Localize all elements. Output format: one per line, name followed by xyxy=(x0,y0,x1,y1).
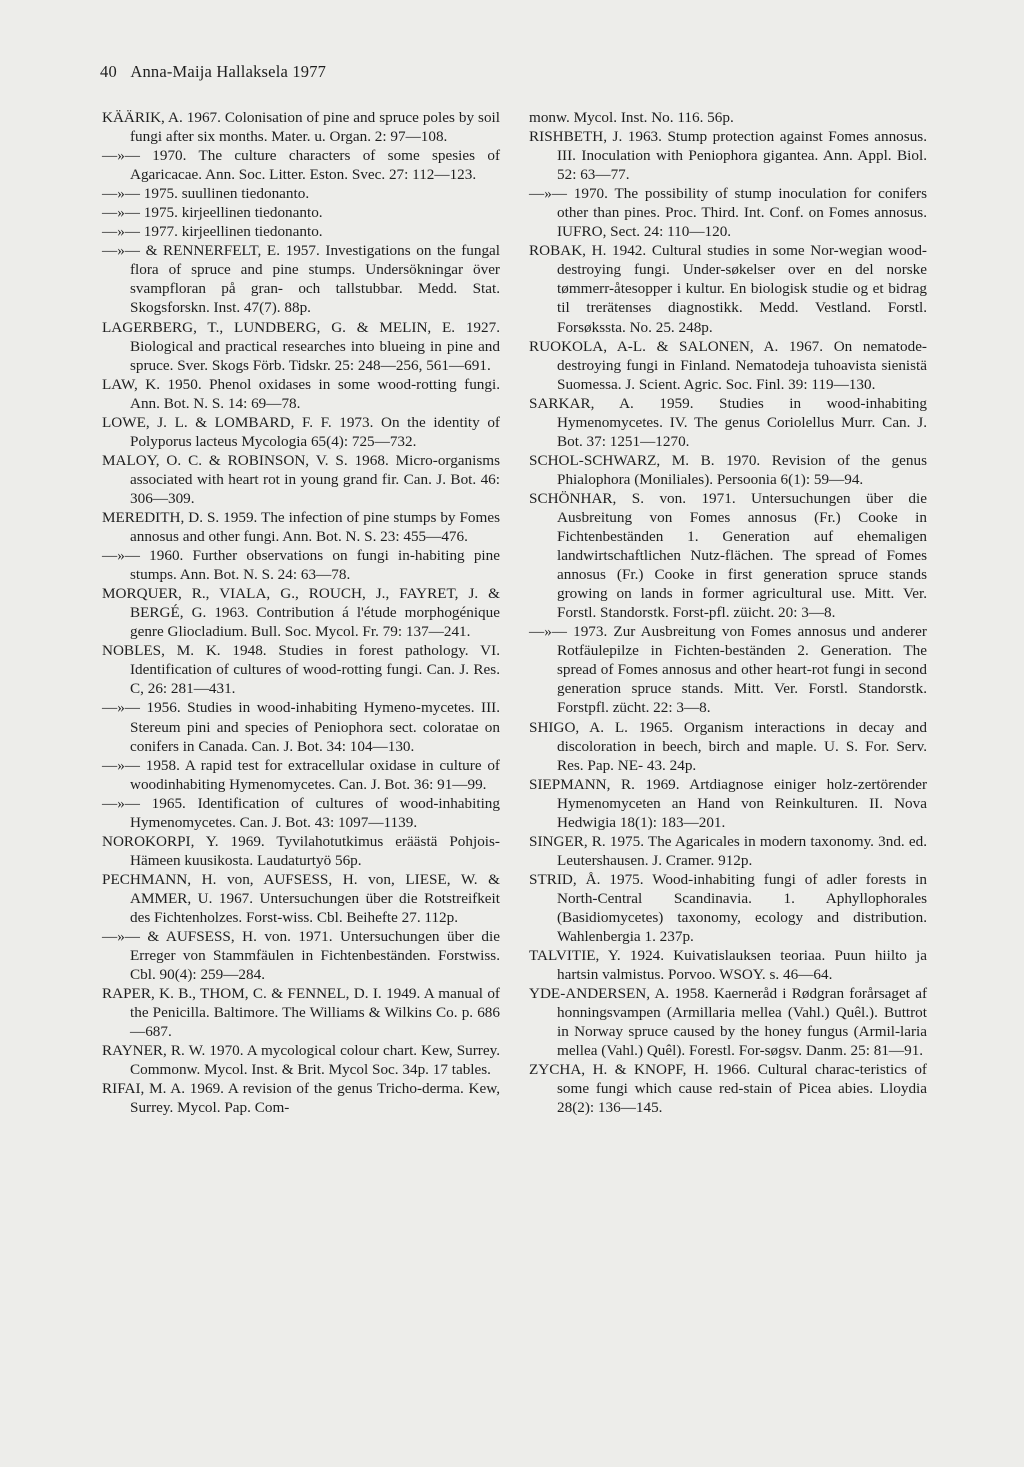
reference-entry: —»— 1956. Studies in wood-inhabiting Hymeno-mycetes. III. Stereum pini and species of Peniophora sect. coloratae on conifers in Canada. Can. J. Bot. 34: 104—130. xyxy=(102,699,500,755)
reference-entry: SINGER, R. 1975. The Agaricales in modern taxonomy. 3nd. ed. Leutershausen. J. Cramer. 912p. xyxy=(529,832,927,869)
reference-entry: MORQUER, R., VIALA, G., ROUCH, J., FAYRET, J. & BERGÉ, G. 1963. Contribution á l'étude morphogénique genre Gliocladium. Bull. Soc. Mycol. Fr. 79: 137—241. xyxy=(102,585,500,641)
reference-entry: —»— 1970. The possibility of stump inoculation for conifers other than pines. Proc. Third. Int. Conf. on Fomes annosus. IUFRO, Sect. 24: 110—120. xyxy=(529,185,927,241)
right-column xyxy=(529,108,927,1117)
reference-entry: —»— 1958. A rapid test for extracellular oxidase in culture of woodinhabiting Hymenomycetes. Can. J. Bot. 36: 91—99. xyxy=(102,756,500,793)
reference-entry: —»— 1977. kirjeellinen tiedonanto. xyxy=(102,223,323,241)
reference-entry: —»— 1975. suullinen tiedonanto. xyxy=(102,185,310,203)
running-title: Anna-Maija Hallaksela 1977 xyxy=(130,62,327,81)
reference-entry: NOBLES, M. K. 1948. Studies in forest pathology. VI. Identification of cultures of wood-rotting fungi. Can. J. Res. C, 26: 281—431. xyxy=(102,642,500,698)
reference-entry: LAW, K. 1950. Phenol oxidases in some wood-rotting fungi. Ann. Bot. N. S. 14: 69—78. xyxy=(102,375,500,412)
reference-entry: SHIGO, A. L. 1965. Organism interactions in decay and discoloration in beech, birch and maple. U. S. For. Serv. Res. Pap. NE- 43. 24p. xyxy=(529,718,927,774)
reference-entry: —»— 1975. kirjeellinen tiedonanto. xyxy=(102,204,323,222)
reference-entry: ZYCHA, H. & KNOPF, H. 1966. Cultural charac-teristics of some fungi which cause red-stain of Picea abies. Lloydia 28(2): 136—145. xyxy=(529,1061,927,1117)
reference-entry: RIFAI, M. A. 1969. A revision of the genus Tricho-derma. Kew, Surrey. Mycol. Pap. Com- xyxy=(102,1080,500,1117)
reference-entry: RAPER, K. B., THOM, C. & FENNEL, D. I. 1949. A manual of the Penicilla. Baltimore. The Williams & Wilkins Co. p. 686—687. xyxy=(102,985,500,1041)
reference-entry: SARKAR, A. 1959. Studies in wood-inhabiting Hymenomycetes. IV. The genus Coriolellus Murr. Can. J. Bot. 37: 1251—1270. xyxy=(529,394,927,450)
reference-entry: TALVITIE, Y. 1924. Kuivatislauksen teoriaa. Puun hiilto ja hartsin valmistus. Porvoo. WSOY. s. 46—64. xyxy=(529,947,927,984)
reference-entry: RISHBETH, J. 1963. Stump protection against Fomes annosus. III. Inoculation with Peniophora gigantea. Ann. Appl. Biol. 52: 63—77. xyxy=(529,128,927,184)
reference-entry: LOWE, J. L. & LOMBARD, F. F. 1973. On the identity of Polyporus lacteus Mycologia 65(4): 725—732. xyxy=(102,413,500,450)
reference-entry: —»— 1965. Identification of cultures of wood-inhabiting Hymenomycetes. Can. J. Bot. 43: 1097—1139. xyxy=(102,794,500,831)
left-column xyxy=(102,108,500,1117)
reference-entry: —»— & RENNERFELT, E. 1957. Investigations on the fungal flora of spruce and pine stumps. Undersökningar över svampfloran på gran- och tallstubbar. Medd. Stat. Skogsforskn. Inst. 47(7). 88p. xyxy=(102,242,500,317)
reference-entry: RUOKOLA, A-L. & SALONEN, A. 1967. On nematode-destroying fungi in Finland. Nematodeja tuhoavista sienistä Suomessa. J. Scient. Agric. Soc. Finl. 39: 119—130. xyxy=(529,337,927,393)
reference-entry: SCHÖNHAR, S. von. 1971. Untersuchungen über die Ausbreitung von Fomes annosus (Fr.) Cooke in Fichtenbeständen 1. Generation auf ehemaligen landwirtschaftlichen Nutz-flächen. The spread of Fomes annosus (Fr.) Cooke in first generation spruce stands growing on lands in former agricultural use. Mitt. Ver. Forstl. Standorstk. Forst-pfl. züicht. 20: 3—8. xyxy=(529,489,927,622)
reference-entry: monw. Mycol. Inst. No. 116. 56p. xyxy=(529,109,734,126)
reference-entry: YDE-ANDERSEN, A. 1958. Kaerneråd i Rødgran forårsaget af honningsvampen (Armillaria mellea (Vahl.) Quêl.). Buttrot in Norway spruce caused by the honey fungus (Armil-laria mellea (Vahl.) Quêl). Forestl. For-søgsv. Danm. 25: 81—91. xyxy=(529,985,927,1060)
reference-entry: RAYNER, R. W. 1970. A mycological colour chart. Kew, Surrey. Commonw. Mycol. Inst. & Brit. Mycol Soc. 34p. 17 tables. xyxy=(102,1042,500,1079)
reference-entry: MEREDITH, D. S. 1959. The infection of pine stumps by Fomes annosus and other fungi. Ann. Bot. N. S. 23: 455—476. xyxy=(102,508,500,546)
reference-entry: —»— 1960. Further observations on fungi in-habiting pine stumps. Ann. Bot. N. S. 24: 63—78. xyxy=(102,547,500,584)
reference-entry: KÄÄRIK, A. 1967. Colonisation of pine and spruce poles by soil fungi after six months. Mater. u. Organ. 2: 97—108. xyxy=(102,109,500,146)
reference-entry: MALOY, O. C. & ROBINSON, V. S. 1968. Micro-organisms associated with heart rot in young grand fir. Can. J. Bot. 46: 306—309. xyxy=(102,451,500,507)
running-header xyxy=(100,62,326,82)
reference-entry: ROBAK, H. 1942. Cultural studies in some Nor-wegian wood-destroying fungi. Under-søkelser over en del norske tømmerr-åtesopper i kultur. En biologisk studie og et bidrag til trerätenses diagnostikk. Medd. Vestland. Forstl. Forsøkssta. No. 25. 248p. xyxy=(529,242,927,336)
reference-entry: STRID, Å. 1975. Wood-inhabiting fungi of adler forests in North-Central Scandinavia. 1. Aphyllophorales (Basidiomycetes) taxonomy, ecology and distribution. Wahlenbergia 1. 237p. xyxy=(529,870,927,946)
reference-entry: —»— 1973. Zur Ausbreitung von Fomes annosus und anderer Rotfäulepilze in Fichten-beständen 2. Generation. The spread of Fomes annosus and other heart-rot fungi in second generation spruce stands. Mitt. Ver. Forstl. Standorstk. Forstpfl. zücht. 22: 3—8. xyxy=(529,623,927,717)
reference-entry: SIEPMANN, R. 1969. Artdiagnose einiger holz-zertörender Hymenomyceten an Hand von Reinkulturen. II. Nova Hedwigia 18(1): 183—201. xyxy=(529,775,927,831)
page-number: 40 xyxy=(100,62,117,81)
reference-entry: PECHMANN, H. von, AUFSESS, H. von, LIESE, W. & AMMER, U. 1967. Untersuchungen über die Rotstreifkeit des Fichtenholzes. Forst-wiss. Cbl. Beihefte 27. 112p. xyxy=(102,870,500,926)
reference-entry: SCHOL-SCHWARZ, M. B. 1970. Revision of the genus Phialophora (Moniliales). Persoonia 6(1): 59—94. xyxy=(529,451,927,488)
reference-entry: NOROKORPI, Y. 1969. Tyvilahotutkimus eräästä Pohjois-Hämeen kuusikosta. Laudaturtyö 56p. xyxy=(102,832,500,869)
reference-entry: LAGERBERG, T., LUNDBERG, G. & MELIN, E. 1927. Biological and practical researches into blueing in pine and spruce. Sver. Skogs Förb. Tidskr. 25: 248—256, 561—691. xyxy=(102,318,500,374)
reference-entry: —»— & AUFSESS, H. von. 1971. Untersuchungen über die Erreger von Stammfäulen in Fichtenbeständen. Forstwiss. Cbl. 90(4): 259—284. xyxy=(102,928,500,984)
reference-entry: —»— 1970. The culture characters of some spesies of Agaricacae. Ann. Soc. Litter. Eston. Svec. 27: 112—123. xyxy=(102,147,500,184)
